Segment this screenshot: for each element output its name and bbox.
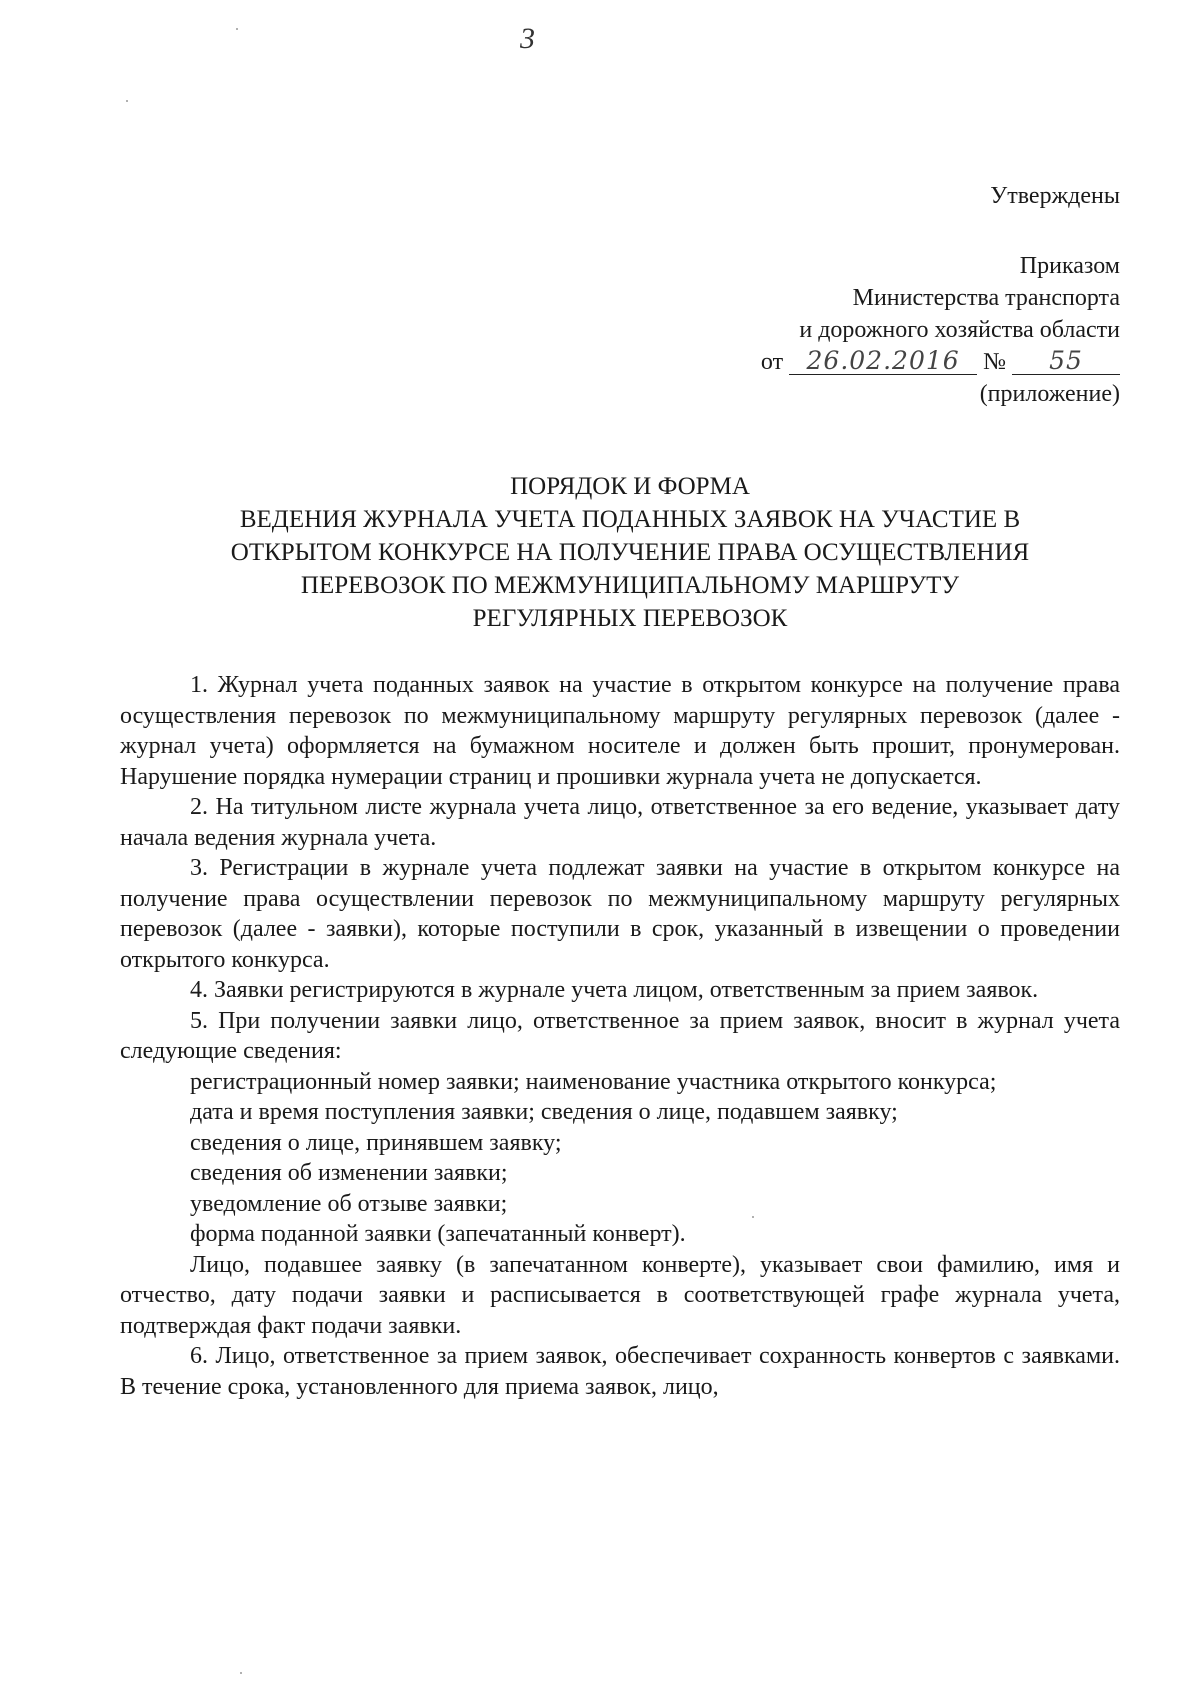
approval-order: Приказом (1019, 253, 1120, 279)
approval-ministry-cont: и дорожного хозяйства области (799, 317, 1120, 343)
handwritten-date: 26.02.2016 (789, 348, 977, 375)
approval-appendix: (приложение) (979, 381, 1120, 407)
approval-date-line (600, 346, 1120, 378)
number-prefix: № (983, 349, 1006, 375)
paragraph-4: 4. Заявки регистрируются в журнале учета лицом, ответственным за прием заявок. (190, 977, 1039, 1003)
title-line-2: ВЕДЕНИЯ ЖУРНАЛА УЧЕТА ПОДАННЫХ ЗАЯВОК НА УЧАСТИЕ В (239, 506, 1021, 533)
list-item-changes: сведения об изменении заявки; (190, 1160, 508, 1186)
list-item-receiver: сведения о лице, принявшем заявку; (190, 1129, 562, 1156)
scan-artifact (126, 100, 128, 102)
title-line-3: ОТКРЫТОМ КОНКУРСЕ НА ПОЛУЧЕНИЕ ПРАВА ОСУЩЕСТВЛЕНИЯ (230, 539, 1030, 566)
paragraph-1: 1. Журнал учета поданных заявок на участие в открытом конкурсе на получение права осуществления перевозок по межмуниципальному маршруту регулярных перевозок (далее - журнал учета) оформляется на бумажном носителе и должен быть прошит, пронумерован. Нарушение порядка нумерации страниц и прошивки журнала учета не допускается. (120, 672, 1120, 790)
scan-artifact (752, 1216, 754, 1218)
title-line-4: ПЕРЕВОЗОК ПО МЕЖМУНИЦИПАЛЬНОМУ МАРШРУТУ (300, 572, 960, 599)
document-body (120, 670, 1120, 1402)
approval-approved: Утверждены (990, 183, 1120, 209)
page-number: 3 (520, 22, 535, 55)
paragraph-6: 6. Лицо, ответственное за прием заявок, обеспечивает сохранность конвертов с заявками. В течение срока, установленного для приема заявок, лицо, (120, 1343, 1120, 1400)
approval-ministry: Министерства транспорта (852, 285, 1120, 311)
list-item-form: форма поданной заявки (запечатанный конверт). (190, 1221, 686, 1247)
title-line-5: РЕГУЛЯРНЫХ ПЕРЕВОЗОК (472, 605, 788, 632)
paragraph-2: 2. На титульном листе журнала учета лицо, ответственное за его ведение, указывает дату начала ведения журнала учета. (120, 794, 1120, 851)
approval-block (600, 180, 1120, 410)
title-line-1: ПОРЯДОК И ФОРМА (510, 473, 750, 500)
paragraph-5: 5. При получении заявки лицо, ответственное за прием заявок, вносит в журнал учета следующие сведения: (120, 1007, 1120, 1064)
paragraph-submitter: Лицо, подавшее заявку (в запечатанном конверте), указывает свои фамилию, имя и отчество, дату подачи заявки и расписывается в соответствующей графе журнала учета, подтверждая факт подачи заявки. (120, 1251, 1120, 1339)
document-title (150, 470, 1110, 635)
handwritten-number: 55 (1012, 348, 1120, 375)
list-item-reg-number: регистрационный номер заявки; наименование участника открытого конкурса; (190, 1068, 997, 1095)
scan-artifact (236, 28, 238, 30)
date-prefix: от (760, 349, 784, 375)
paragraph-3: 3. Регистрации в журнале учета подлежат заявки на участие в открытом конкурсе на получение права осуществлении перевозок по межмуниципальному маршруту регулярных перевозок (далее - заявки), которые поступили в срок, указанный в извещении о проведении открытого конкурса. (120, 855, 1120, 973)
scan-artifact (240, 1672, 242, 1674)
list-item-withdrawal: уведомление об отзыве заявки; (190, 1190, 508, 1217)
list-item-date-time: дата и время поступления заявки; сведения о лице, подавшем заявку; (190, 1099, 898, 1125)
